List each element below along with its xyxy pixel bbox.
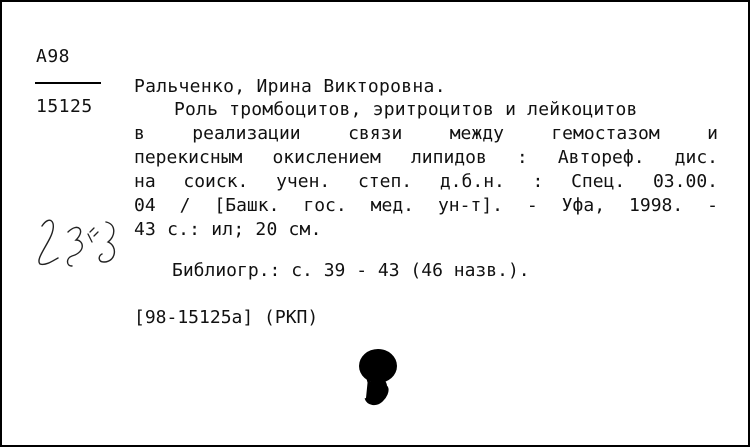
title-line-3: перекисным окислением липидов : Автореф. дис.	[134, 147, 718, 168]
title-line-6: 43 с.: ил; 20 см.	[134, 219, 322, 240]
handwritten-copies-note-icon	[32, 212, 124, 276]
accession-number: 15125	[36, 96, 93, 117]
call-number-divider	[35, 82, 101, 84]
author-heading: Ральченко, Ирина Викторовна.	[134, 76, 446, 97]
source-code: [98-15125а] (РКП)	[134, 307, 319, 328]
title-line-1: Роль тромбоцитов, эритроцитов и лейкоцитов	[174, 99, 638, 120]
title-line-2: в реализации связи между гемостазом и	[134, 123, 718, 144]
ink-stamp-mark-icon	[356, 348, 400, 406]
call-number: А98	[36, 46, 71, 67]
bibliography-note: Библиогр.: с. 39 - 43 (46 назв.).	[172, 260, 530, 281]
title-line-4: на соиск. учен. степ. д.б.н. : Спец. 03.00.	[134, 171, 718, 192]
title-line-5: 04 / [Башк. гос. мед. ун-т]. - Уфа, 1998. -	[134, 195, 718, 216]
